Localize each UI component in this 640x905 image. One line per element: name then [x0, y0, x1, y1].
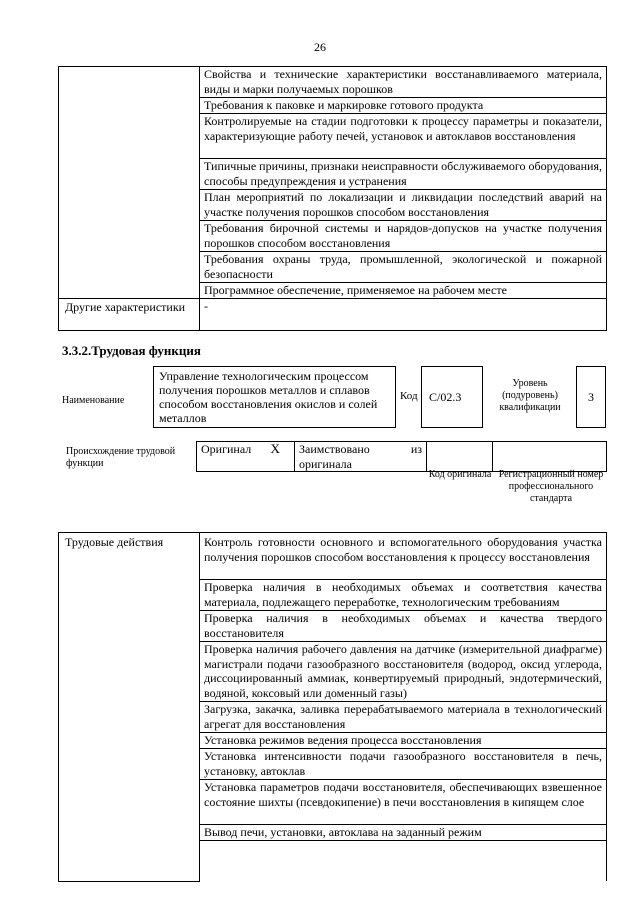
action-item: Установка режимов ведения процесса восстановления — [200, 733, 607, 749]
action-item: Проверка наличия рабочего давления на датчике (измерительной диафрагме) магистрали подачи газообразного восстановителя (водород, оксид углерода, диссоциированный аммиак, конвертируемый природный, эндотермический, водяной, коксовый или доменный газы) — [200, 642, 607, 702]
table-cell: Свойства и технические характеристики восстанавливаемого материала, виды и марки получаемых порошков — [200, 67, 607, 98]
table-row — [197, 442, 607, 472]
section-title: 3.3.2.Трудовая функция — [62, 343, 201, 358]
origin-table — [196, 441, 607, 472]
code-value: C/02.3 — [421, 366, 483, 428]
table-cell: План мероприятий по локализации и ликвидации последствий аварий на участке получения порошков способом восстановления — [200, 190, 607, 221]
reg-number-cell — [493, 442, 607, 472]
table-cell: Требования охраны труда, промышленной, экологической и пожарной безопасности — [200, 252, 607, 283]
action-item: Проверка наличия в необходимых объемах и качества твердого восстановителя — [200, 611, 607, 642]
action-item: Проверка наличия в необходимых объемах и соответствия качества материала, подлежащего переработке, технологическим требованиям — [200, 580, 607, 611]
empty-action-cell — [200, 841, 607, 882]
other-characteristics-value: - — [200, 299, 607, 331]
original-mark: X — [267, 442, 295, 472]
other-characteristics-label: Другие характеристики — [59, 299, 200, 331]
knowledge-table — [58, 66, 607, 331]
table-row — [59, 299, 607, 331]
actions-label: Трудовые действия — [59, 533, 200, 882]
table-cell: Требования бирочной системы и нарядов-допусков на участке получения порошков способом восстановления — [200, 221, 607, 252]
action-item: Контроль готовности основного и вспомогательного оборудования участка получения порошков способом восстановления к процессу восстановления — [200, 533, 607, 580]
action-item: Вывод печи, установки, автоклава на заданный режим — [200, 825, 607, 841]
name-label: Наименование — [62, 395, 125, 406]
original-label: Оригинал — [197, 442, 267, 472]
actions-table — [58, 532, 607, 882]
page-number: 26 — [314, 40, 326, 54]
table-cell: Контролируемые на стадии подготовки к процессу параметры и показатели, характеризующие работу печей, установок и автоклавов восстановления — [200, 114, 607, 159]
function-name: Управление технологическим процессом получения порошков металлов и сплавов способом восстановления окислов и солей металлов — [153, 366, 396, 428]
action-item: Установка параметров подачи восстановителя, обеспечивающих взвешенное состояние шихты (псевдокипение) в печи восстановления в кипящем слое — [200, 780, 607, 825]
table-cell: Программное обеспечение, применяемое на рабочем месте — [200, 283, 607, 299]
code-caption: Код оригинала — [428, 469, 492, 480]
table-cell: Требования к паковке и маркировке готового продукта — [200, 98, 607, 114]
table-cell: Типичные причины, признаки неисправности обслуживаемого оборудования, способы предупреждения и устранения — [200, 159, 607, 190]
borrowed-label: Заимствовано из оригинала — [295, 442, 427, 472]
original-code-cell — [427, 442, 493, 472]
table-row — [59, 533, 607, 580]
table-row — [59, 67, 607, 98]
level-label: Уровень (подуровень) квалификации — [499, 378, 561, 413]
empty-label-cell — [59, 67, 200, 299]
level-value: 3 — [576, 366, 606, 428]
action-item: Установка интенсивности подачи газообразного восстановителя в печь, установку, автоклав — [200, 749, 607, 780]
action-item: Загрузка, закачка, заливка перерабатываемого материала в технологический агрегат для восстановления — [200, 702, 607, 733]
code-label: Код — [400, 390, 418, 402]
origin-label: Происхождение трудовой функции — [66, 446, 176, 469]
reg-caption: Регистрационный номер профессионального стандарта — [498, 469, 604, 504]
